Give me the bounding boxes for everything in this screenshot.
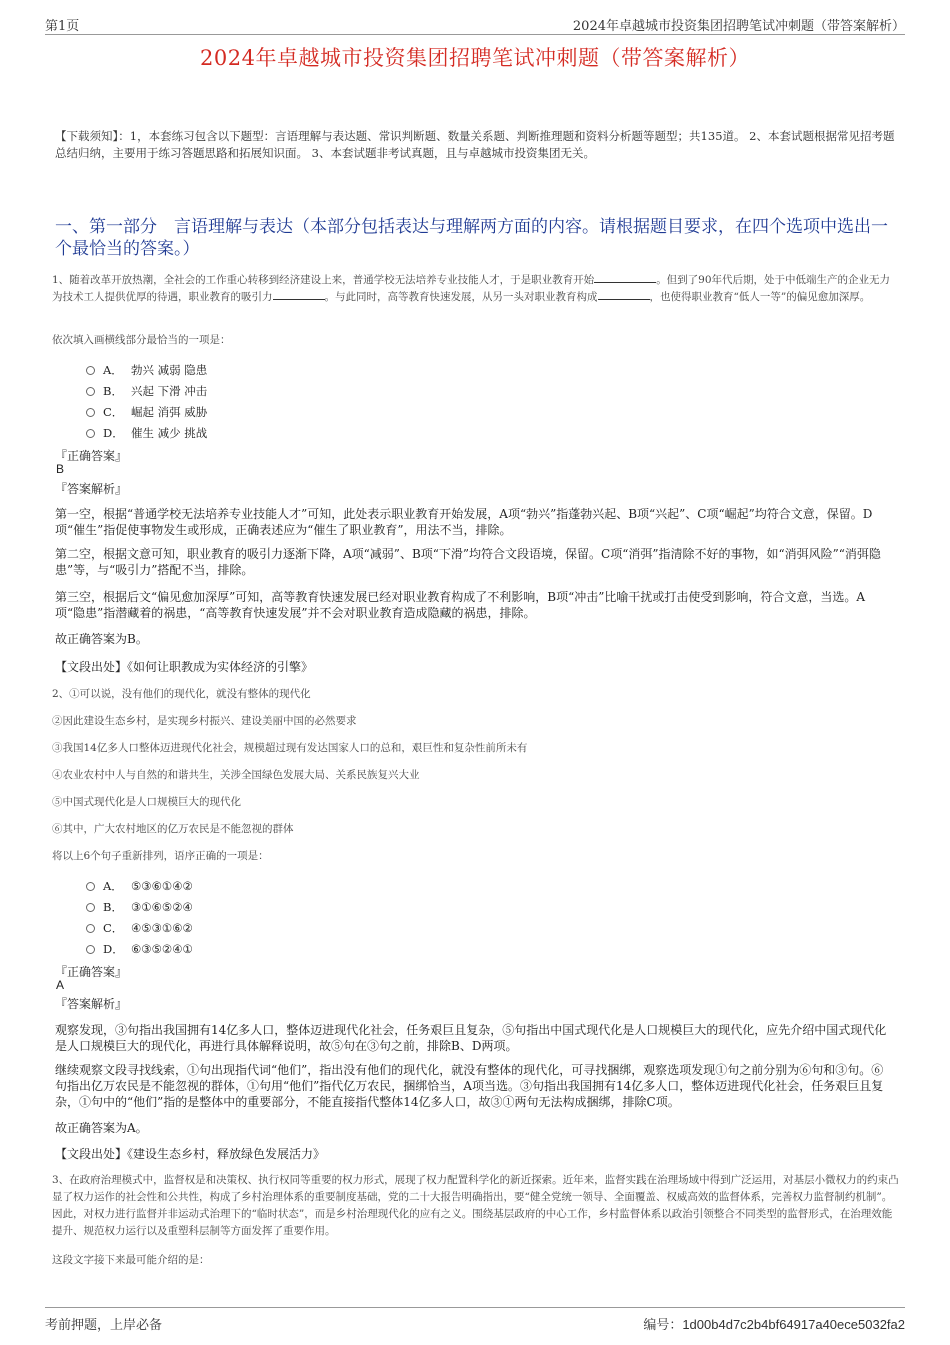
q1-source: 【文段出处】《如何让职教成为实体经济的引擎》 (55, 660, 314, 674)
doc-id-label: 编号： (643, 1318, 683, 1333)
q1-option-b[interactable]: B． 兴起 下滑 冲击 (86, 383, 207, 399)
radio-icon[interactable] (86, 408, 95, 417)
question-2-prompt: 将以上6个句子重新排列，语序正确的一项是： (52, 850, 269, 862)
blank-3[interactable] (598, 290, 650, 300)
question-1-prompt: 依次填入画横线部分最恰当的一项是： (52, 334, 231, 346)
radio-icon[interactable] (86, 429, 95, 438)
q1-analysis-1: 第一空，根据“普通学校无法培养专业技能人才”可知，此处表示职业教育开始发展，A项“勃兴”指蓬勃兴起、B项“兴起”、C项“崛起”均符合文意，保留。D项“催生”指促使事物发生或形成，正确表述应为“催生了职业教育”，用法不当，排除。 (55, 507, 873, 537)
page-title: 2024年卓越城市投资集团招聘笔试冲刺题（带答案解析） (200, 46, 750, 70)
q1-analysis-conclusion: 故正确答案为B。 (55, 632, 148, 646)
page-number: 第1页 (45, 19, 80, 34)
q1-analysis-3: 第三空，根据后文“偏见愈加深厚”可知，高等教育快速发展已经对职业教育构成了不利影响，B项“冲击”比喻干扰或打击使受到影响，符合文意，当选。A项“隐患”指潜藏着的祸患，“高等教育快速发展”并不会对职业教育造成隐藏的祸患，排除。 (55, 590, 866, 620)
q2-answer: A (56, 978, 65, 992)
footer-slogan: 考前押题，上岸必备 (45, 1318, 163, 1333)
download-notice: 【下载须知】：1，本套练习包含以下题型：言语理解与表达题、常识判断题、数量关系题、判断推理题和资料分析题等题型；共135道。 2、本套试题根据常见招考题总结归纳，主要用于练习答题思路和拓展知识面。 3、本套试题非考试真题，且与卓越城市投资集团无关。 (55, 129, 895, 160)
blank-1[interactable] (594, 273, 656, 283)
q1-option-a[interactable]: A． 勃兴 减弱 隐患 (86, 362, 207, 378)
q1-analysis-label: 『答案解析』 (55, 482, 128, 496)
q2-answer-label: 『正确答案』 (55, 965, 128, 979)
q2-analysis-label: 『答案解析』 (55, 997, 128, 1011)
q2-option-d[interactable]: D． ⑥③⑤②④① (86, 941, 193, 957)
q2-option-a[interactable]: A． ⑤③⑥①④② (86, 878, 193, 894)
question-1-stem: 1、随着改革开放热潮，全社会的工作重心转移到经济建设上来，普通学校无法培养专业技能人才，于是职业教育开始 。但到了90年代后期，处于中低端生产的企业无力为技术工人提供优厚的待遇，职业教育的吸引力 。与此同时，高等教育快速发展，从另一头对职业教育构成 ，也使得职业教育“低人一等”的偏见愈加深厚。 (52, 274, 891, 303)
q2-line-6: ⑥其中，广大农村地区的亿万农民是不能忽视的群体 (52, 823, 294, 835)
q2-line-4: ④农业农村中人与自然的和谐共生，关涉全国绿色发展大局、关系民族复兴大业 (52, 769, 420, 781)
q1-answer-label: 『正确答案』 (55, 449, 128, 463)
question-3-prompt: 这段文字接下来最可能介绍的是： (52, 1254, 210, 1266)
q2-line-2: ②因此建设生态乡村，是实现乡村振兴、建设美丽中国的必然要求 (52, 715, 357, 727)
q1-analysis-2: 第二空，根据文意可知，职业教育的吸引力逐渐下降，A项“减弱”、B项“下滑”均符合文段语境，保留。C项“消弭”指清除不好的事物，如“消弭风险”“消弭隐患”等，与“吸引力”搭配不当，排除。 (55, 547, 881, 577)
q2-line-3: ③我国14亿多人口整体迈进现代化社会，规模超过现有发达国家人口的总和，艰巨性和复杂性前所未有 (52, 742, 528, 754)
section-heading: 一、第一部分 言语理解与表达（本部分包括表达与理解两方面的内容。请根据题目要求，在四个选项中选出一个最恰当的答案。） (55, 217, 888, 259)
q2-source: 【文段出处】《建设生态乡村，释放绿色发展活力》 (55, 1147, 326, 1161)
blank-2[interactable] (273, 290, 325, 300)
radio-icon[interactable] (86, 903, 95, 912)
q2-analysis-2: 继续观察文段寻找线索，①句出现指代词“他们”，指出没有他们的现代化，就没有整体的现代化，可寻找捆绑，观察选项发现①句之前分别为⑥句和③句。⑥句指出亿万农民是不能忽视的群体，①句用“他们”指代亿万农民，捆绑恰当，A项当选。③句指出我国拥有14亿多人口，整体迈进现代化社会，任务艰巨且复杂，①句中的“他们”指的是整体中的重要部分，不能直接指代整体14亿多人口，故③①两句无法构成捆绑，排除C项。 (55, 1063, 884, 1109)
q1-option-c[interactable]: C． 崛起 消弭 威胁 (86, 404, 207, 420)
doc-id-code: 1d00b4d7c2b4bf64917a40ece5032fa2 (682, 1317, 905, 1332)
radio-icon[interactable] (86, 924, 95, 933)
footer-doc-id (643, 1314, 905, 1333)
question-3-stem: 3、在政府治理模式中，监督权是和决策权、执行权同等重要的权力形式，展现了权力配置科学化的新近探索。近年来，监督实践在治理场域中得到广泛运用，对基层小微权力的约束凸显了权力运作的社会性和公共性，构成了乡村治理体系的重要制度基础，党的二十大报告明确指出，要“健全党统一领导、全面覆盖、权威高效的监督体系，完善权力监督制约机制”。因此，对权力进行监督并非运动式治理下的“临时状态”，而是乡村治理现代化的应有之义。围绕基层政府的中心工作，乡村监督体系以政治引领整合不同类型的监督形式，在治理效能提升、规范权力运行以及重塑科层制等方面发挥了重要作用。 (52, 1174, 899, 1237)
radio-icon[interactable] (86, 387, 95, 396)
q2-option-b[interactable]: B． ③①⑥⑤②④ (86, 899, 193, 915)
radio-icon[interactable] (86, 366, 95, 375)
q2-line-5: ⑤中国式现代化是人口规模巨大的现代化 (52, 796, 241, 808)
header-doc-title: 2024年卓越城市投资集团招聘笔试冲刺题（带答案解析） (572, 19, 905, 34)
q1-option-d[interactable]: D． 催生 减少 挑战 (86, 425, 207, 441)
q1-answer: B (56, 462, 65, 476)
q2-line-1: 2、①可以说，没有他们的现代化，就没有整体的现代化 (52, 688, 311, 700)
radio-icon[interactable] (86, 945, 95, 954)
q2-analysis-conclusion: 故正确答案为A。 (55, 1121, 148, 1135)
radio-icon[interactable] (86, 882, 95, 891)
q2-option-c[interactable]: C． ④⑤③①⑥② (86, 920, 193, 936)
page-footer (45, 1307, 905, 1338)
page-header (45, 12, 905, 35)
q2-analysis-1: 观察发现，③句指出我国拥有14亿多人口，整体迈进现代化社会，任务艰巨且复杂，⑤句指出中国式现代化是人口规模巨大的现代化，应先介绍中国式现代化是人口规模巨大的现代化，再进行具体解释说明，故⑤句在③句之前，排除B、D两项。 (55, 1023, 887, 1053)
